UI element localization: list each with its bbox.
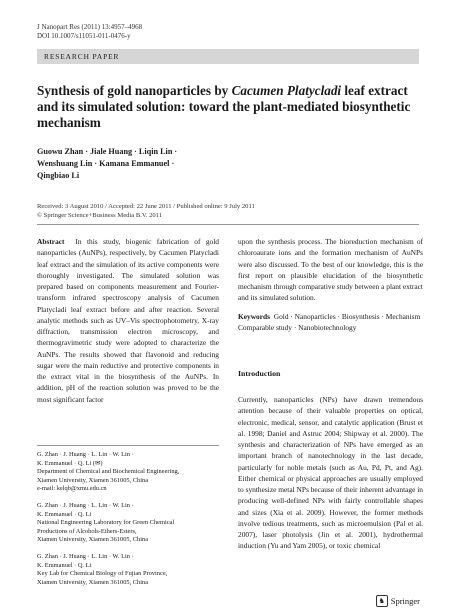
title-part-2: leaf extract and its simulated solution: toward the plant-mediated biosynthetic mechanism: [37, 83, 411, 131]
journal-citation: J Nanopart Res (2011) 13:4957–4968: [37, 23, 143, 31]
affiliations: [37, 451, 217, 595]
keywords-text: Gold · Nanoparticles · Biosynthesis · Mechanism Comparable study · Nanobiotechnology: [238, 312, 421, 333]
abstract-label: Abstract: [37, 237, 65, 246]
divider: [37, 224, 419, 225]
affiliation-3: G. Zhan · J. Huang · L. Lin · W. Lin · K. Emmanuel · Q. Li Key Lab for Chemical Biology of Fujian Province, Xiamen University, Xiamen 361005, China: [37, 552, 168, 586]
keywords-label: Keywords: [238, 312, 271, 321]
author-line: Qingbiao Li: [37, 171, 80, 180]
publisher-name: Springer: [390, 596, 420, 606]
affiliation-2: G. Zhan · J. Huang · L. Lin · W. Lin · K. Emmanuel · Q. Li National Engineering Laboratory for Green Chemical Productions of Alcohols-Ethers-Esters, Xiamen University, Xiamen 361005, China: [37, 501, 175, 544]
copyright-line: © Springer Science+Business Media B.V. 2011: [37, 212, 163, 219]
section-heading: Introduction: [238, 369, 281, 378]
doi: DOI 10.1007/s11051-011-0476-y: [37, 32, 131, 40]
title-species: Cacumen Platycladi: [231, 83, 342, 98]
author-line: Wenshuang Lin · Kamana Emmanuel ·: [37, 159, 175, 168]
abstract-text: In this study, biogenic fabrication of gold nanoparticles (AuNPs), respectively, by Cacumen Platycladi leaf extract and the simulation of its active components were thoroughly investigated. The simulated solution was prepared based on components measurement and Fourier-transform infrared spectroscopy analysis of Cacumen Platycladi leaf extract before and after reaction. Several analytic methods such as UV–Vis spectrophotometry, X-ray diffraction, transmission electron microscopy, and thermogravimetric study were adopted to characterize the AuNPs. The results showed that flavonoid and reducing sugar were the main reductive and protective components in the extract vital in the biosynthesis of the AuNPs. In addition, pH of the reaction solution was proved to be the most significant factor: [37, 237, 219, 404]
publisher-logo: [376, 595, 420, 607]
keywords: [238, 311, 423, 334]
article-type-band: RESEARCH PAPER: [37, 49, 419, 64]
introduction-text: Currently, nanoparticles (NPs) have drawn tremendous attention because of their valuable properties on optical, electronic, medical, sensor, and catalytic application (Brust et al. 1998; Daniel and Astruc 2004; Shipway et al. 2000). The synthesis and characterization of NPs have emerged as an important branch of nanotechnology in the last decade, particularly for noble metals (such as Au, Pd, Pt, and Ag). Either chemical or physical approaches are usually employed to synthesize metal NPs because of their inherent advantage in producing well-defined NPs with fairly controllable shapes and sizes (Xia et al. 2009). However, the former methods involve tedious treatments, such as microemulsion (Pal et al. 2007), laser photolysis (Jin et al. 2001), hydrothermal induction (Yu and Yam 2005), or toxic chemical: [238, 395, 423, 551]
author-list: [37, 146, 337, 182]
abstract: [37, 236, 219, 405]
affiliation-1: G. Zhan · J. Huang · L. Lin · W. Lin · K. Emmanuel · Q. Li (✉) Department of Chemical and Biochemical Engineering, Xiamen University, Xiamen 361005, China e-mail: kelqb@xmu.edu.cn: [37, 451, 180, 493]
title-part-1: Synthesis of gold nanoparticles by: [37, 83, 232, 98]
author-line: Guowu Zhan · Jiale Huang · Liqin Lin ·: [37, 147, 178, 156]
dates-line: Received: 3 August 2010 / Accepted: 22 June 2011 / Published online: 9 July 2011: [37, 203, 255, 210]
article-title: [37, 83, 427, 132]
springer-horse-icon: ♞: [376, 595, 388, 607]
abstract-continued: upon the synthesis process. The bioreduction mechanism of chloroaurate ions and the formation mechanism of AuNPs were also discussed. To the best of our knowledge, this is the first report on plausible elucidation of the biosynthetic mechanism through comparative study between a plant extract and its simulated solution.: [238, 237, 423, 303]
footnote-divider: [37, 445, 219, 446]
publication-dates: [37, 202, 255, 220]
email-link[interactable]: e-mail: kelqb@xmu.edu.cn: [37, 485, 107, 493]
journal-header: [37, 23, 142, 41]
